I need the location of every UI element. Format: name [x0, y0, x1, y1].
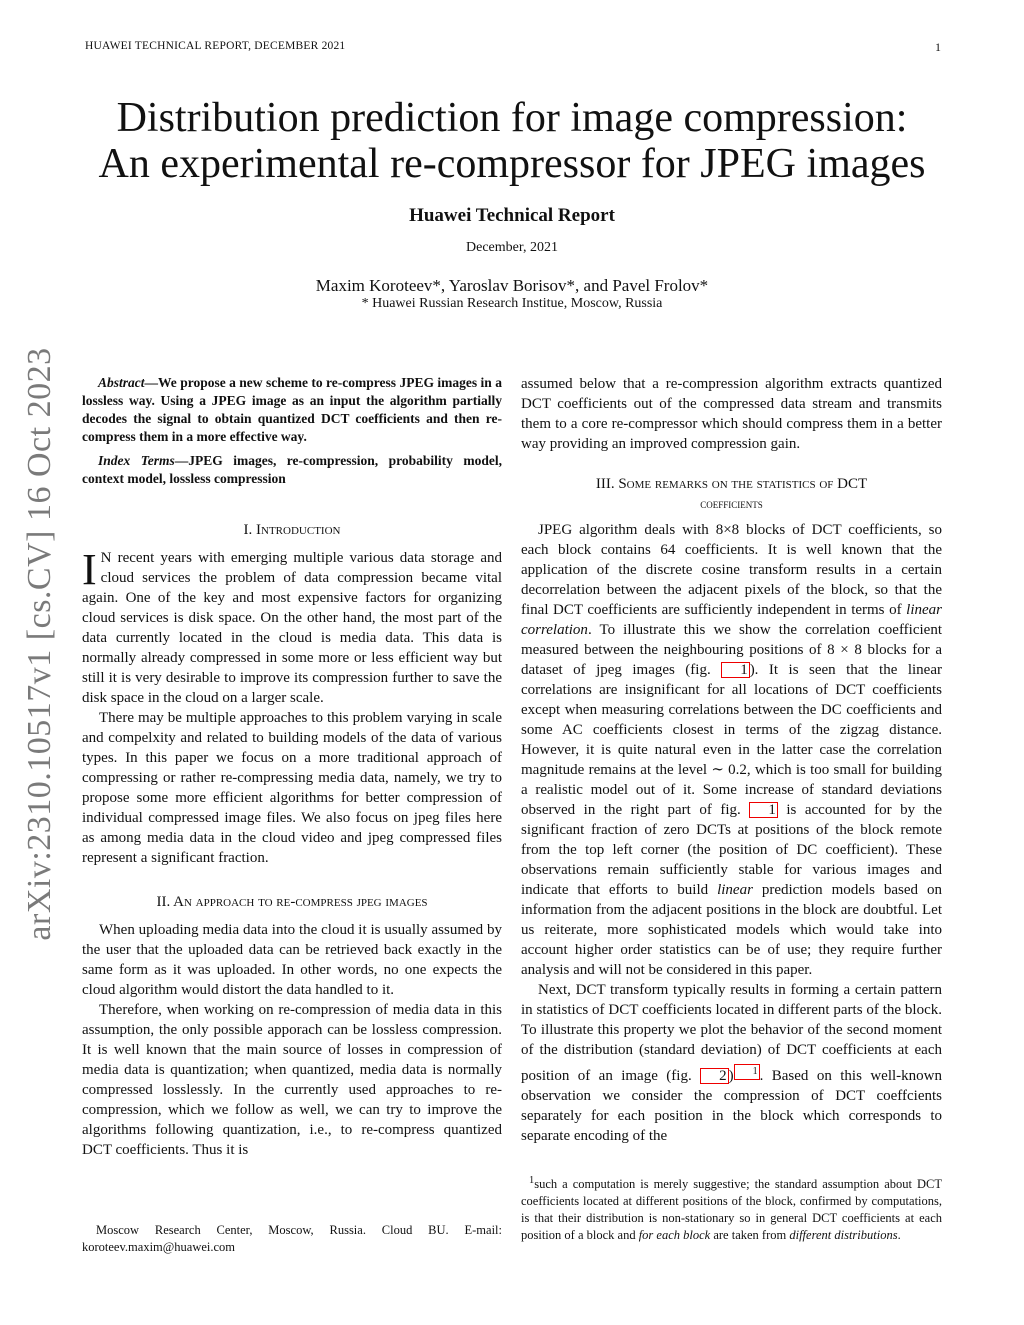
footnote-right-part-b: are taken from [710, 1228, 790, 1243]
statistics-paragraph-2: Next, DCT transform typically results in forming a certain pattern in statistics of DCT coefficients located in different parts of the block. To illustrate this property we plot the behavior of the second moment of the distribution (standard deviation) of DCT coefficients at each position of an image (fig. 2 ) $^1$ . Based on this well-known observation we consider the compression of DCT coeffcients separately for each position in the block which corresponds to separate encoding of the [521, 982, 942, 1144]
footnote-left: Moscow Research Center, Moscow, Russia. Cloud BU. E-mail: koroteev.maxim@huawei.com [82, 1223, 502, 1254]
right-column [521, 374, 942, 1146]
stat-p1-emphasis-2: linear [717, 882, 753, 898]
stat-p1-part-c: ). It is seen that the linear correlations are insignificant for all locations of DCT coefficients except when measuring correlations between the DC coefficients and some AC coefficients closest in terms of the zigzag distance. However, it is quite natural even in the latter case the correlation magnitude remains at the level ∼ 0.2, which is too small for building a realistic model out of it. Some increase of standard deviations observed in the right part of fig. [521, 662, 942, 818]
section-heading-introduction: I. Introduction [243, 522, 341, 538]
authors: Maxim Koroteev*, Yaroslav Borisov*, and Pavel Frolov* [315, 276, 709, 295]
abstract-label: Abstract [98, 375, 145, 390]
paper-title-line-2: An experimental re-compressor for JPEG images [98, 141, 926, 187]
approach-paragraph-1: When uploading media data into the cloud it is usually assumed by the user that the uploaded data can be retrieved back exactly in the same form as it was uploaded. In other words, no one expects the cloud algorithm would distort the data handled to it. [82, 922, 502, 998]
intro-paragraph-2: There may be multiple approaches to this problem varying in scale and compelxity and related to building models of the data of various types. In this paper we focus on a more traditional approach of compressing or rather re-compressing media data, namely, we try to propose some more efficient algorithms for better compression of individual compressed image files. We also focus on jpeg files here as among media data in the cloud video and jpeg compressed files represent a significant fraction. [82, 710, 502, 866]
running-header: HUAWEI TECHNICAL REPORT, DECEMBER 2021 [85, 40, 346, 52]
statistics-paragraph-1 [521, 520, 942, 980]
stat-p2-part-b: . Based on this well-known observation we consider the compression of DCT coeffcients separately for each position in the block which corresponds to separate encoding of the [521, 1068, 942, 1144]
footnote-right-part-c: . [897, 1228, 901, 1243]
footnote-1-link[interactable]: 1 [734, 1064, 760, 1080]
approach-paragraph-2: Therefore, when working on re-compression of media data in this assumption, the only possible apporach can be lossless compression. It is well known that the main source of losses in compression of media data is quantization; when quantized, media data is normally compressed losslessly. In the currently used approaches to re-compression, which we follow as well, we can try to improve the algorithms following quantization, i.e., to re-compress quantized DCT coefficients. Thus it is [82, 1002, 502, 1158]
right-paragraph-0: assumed below that a re-compression algorithm extracts quantized DCT coefficients out of the compressed data stream and transmits them to a core re-compressor which should compress them in a better way providing an improved compression gain. [521, 376, 942, 452]
footnote-right [521, 1172, 942, 1244]
section-heading-statistics-l2: coefficients [700, 496, 763, 511]
drop-cap: I [82, 545, 97, 594]
footnote-right-part-a: such a computation is merely suggestive; the standard assumption about DCT coefficients located at different positions of the block, confirmed by computations, is that their distribution is non-stationary so in general DCT coefficients at each position of a block and [521, 1177, 942, 1243]
abstract-text: —We propose a new scheme to re-compress JPEG images in a lossless way. Using a JPEG image as an input the algorithm partially decodes the signal to obtain quantized DCT coefficients and then re-compress them in a more effective way. [82, 375, 502, 444]
left-column [82, 374, 502, 1160]
page-number: 1 [935, 40, 941, 54]
intro-paragraph-1 [82, 545, 502, 708]
stat-p1-part-a: JPEG algorithm deals with 8×8 blocks of DCT coefficients, so each block contains 64 coefficients. It is well known that the application of the discrete cosine transform results in a certain decorrelation between the adjacent pixels of the block, so that the final DCT coefficients are sufficiently independent in terms of [521, 522, 942, 618]
section-heading-approach: II. An approach to re-compress jpeg images [156, 894, 428, 910]
report-subtitle: Huawei Technical Report [409, 205, 615, 226]
index-terms-text: —JPEG images, re-compression, probability model, context model, lossless compression [82, 453, 502, 486]
stat-p1-emphasis: linear correlation [521, 602, 942, 638]
stat-p1-part-d: is accounted for by the significant fraction of zero DCTs at positions of the block remote from the top left corner (the position of DC coefficient). These observations remain sufficiently stable for various images and indicate that efforts to build [521, 802, 943, 898]
stat-p1-part-b: . To illustrate this we show the correlation coefficient measured between the neighbouring positions of 8 × 8 blocks for a dataset of jpeg images (fig. [521, 622, 942, 678]
figure-1-link-2[interactable]: 1 [749, 802, 778, 818]
intro-paragraph-1-text: N recent years with emerging multiple various data storage and cloud services the problem of data compression became vital again. One of the key and most expensive factors for organizing cloud services is disk space. On the other hand, the most part of the data currently located in the cloud is media data. This data is normally already compressed in some more or less efficient way but still it is very desirable to improve its compression further to save the disk space in the cloud on a larger scale. [82, 550, 502, 706]
figure-1-link[interactable]: 1 [721, 662, 750, 678]
footnote-right-emphasis-2: different distributions [789, 1228, 898, 1243]
arxiv-identifier: arXiv:2310.10517v1 [cs.CV] 16 Oct 2023 [21, 347, 58, 941]
stat-p1-part-e: prediction models based on information from the adjacent positions in the block are doubtful. Let us reiterate, more sophisticated models which would take into account higher order statistics can be of use; they require further analysis and will not be considered in this paper. [521, 882, 942, 978]
paper-title-line-1: Distribution prediction for image compression: [116, 95, 908, 141]
index-terms-label: Index Terms [98, 453, 175, 468]
abstract [82, 374, 502, 446]
figure-2-link[interactable]: 2 [700, 1068, 729, 1084]
footnote-marker: 1 [529, 1175, 535, 1186]
report-date: December, 2021 [466, 240, 558, 255]
footnote-right-emphasis: for each block [638, 1228, 711, 1243]
stat-p2-part-a: Next, DCT transform typically results in forming a certain pattern in statistics of DCT coefficients located in different parts of the block. To illustrate this property we plot the behavior of the second moment of the distribution (standard deviation) of DCT coefficients at each position of an image (fig. [521, 982, 942, 1084]
section-heading-statistics-l1: III. Some remarks on the statistics of DCT [595, 476, 868, 492]
affiliation: * Huawei Russian Research Institue, Moscow, Russia [361, 296, 663, 311]
index-terms [82, 452, 502, 488]
